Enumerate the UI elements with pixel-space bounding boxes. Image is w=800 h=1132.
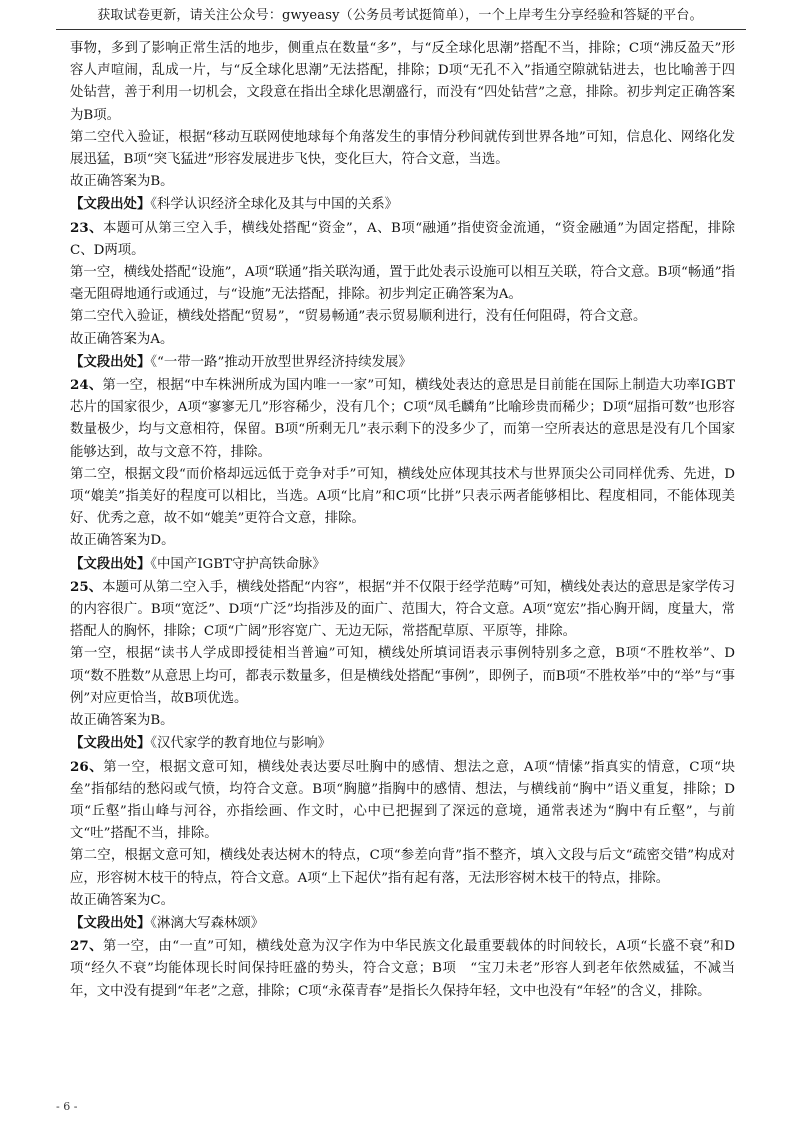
paragraph-text: 故正确答案为B。 bbox=[70, 713, 174, 729]
paragraph-text: 《淋漓大写森林颂》 bbox=[150, 915, 265, 931]
question-number: 24、 bbox=[70, 377, 103, 394]
question-number: 23、 bbox=[70, 219, 103, 236]
question-paragraph bbox=[70, 756, 735, 846]
paragraph bbox=[70, 38, 735, 127]
paragraph-text: 故正确答案为C。 bbox=[70, 892, 174, 908]
paragraph bbox=[70, 171, 735, 193]
paragraph-text: 本题可从第二空入手，横线处搭配“内容”，根据“并不仅限于经学范畴”可知，横线处表达的意思是家学传习的内容很广。B项“宽泛”、D项“广泛”均指涉及的面广、范围大，符合文意。A项“宽宏”指心胸开阔，度量大，常搭配人的胸怀，排除；C项“广阔”形容宽广、无边无际，常搭配草原、平原等，排除。 bbox=[70, 579, 735, 640]
source-tag: 【文段出处】 bbox=[70, 353, 151, 370]
paragraph-text: 《汉代家学的教育地位与影响》 bbox=[150, 736, 332, 752]
paragraph bbox=[70, 306, 735, 328]
paragraph bbox=[70, 710, 735, 732]
paragraph-text: 《“一带一路”推动开放型世界经济持续发展》 bbox=[150, 354, 412, 370]
source-tag: 【文段出处】 bbox=[70, 555, 151, 572]
paragraph-text: 第一空，根据文意可知，横线处表达要尽吐胸中的感情、想法之意，A项“情愫”指真实的情意，C项“块垒”指郁结的愁闷或气愤，均符合文意。B项“胸臆”指胸中的感情、想法，与横线前“胸中”语义重复，排除；D项“丘壑”指山峰与河谷，亦指绘画、作文时，心中已把握到了深远的意境，通常表述为“胸中有丘壑”，与前文“吐”搭配不当，排除。 bbox=[70, 759, 735, 842]
paragraph-text: 故正确答案为B。 bbox=[70, 174, 174, 190]
paragraph-text: 第一空，根据“读书人学成即授徒相当普遍”可知，横线处所填词语表示事例特别多之意，B项“不胜枚举”、D项“数不胜数”从意思上均可，都表示数量多，但是横线处搭配“事例”，即例子，而B项“不胜枚举”中的“举”与“事例”对应更恰当，故B项优选。 bbox=[70, 646, 735, 706]
question-number: 26、 bbox=[70, 758, 104, 775]
paragraph bbox=[70, 262, 735, 306]
source-tag: 【文段出处】 bbox=[70, 735, 151, 752]
paragraph bbox=[70, 329, 735, 351]
paragraph-text: 第二空，根据文意可知，横线处表达树木的特点，C项“参差向背”指不整齐，填入文段与后文“疏密交错”构成对应，形容树木枝干的特点，符合文意。A项“上下起伏”指有起有落，无法形容树木枝干的特点，排除。 bbox=[70, 848, 735, 886]
paragraph-text: 第二空，根据文段“而价格却远远低于竞争对手”可知，横线处应体现其技术与世界顶尖公司同样优秀、先进，D项“媲美”指美好的程度可以相比，当选。A项“比肩”和C项“比拼”只表示两者能够相比、程度相同，不能体现美好、优秀之意，故不如“媲美”更符合文意，排除。 bbox=[70, 466, 735, 527]
paragraph-text: 事物，多到了影响正常生活的地步，侧重点在数量“多”，与“反全球化思潮”搭配不当，排除；C项“沸反盈天”形容人声喧闹，乱成一片，与“反全球化思潮”无法搭配，排除；D项“无孔不入”指通空隙就钻进去，也比喻善于四处钻营，善于利用一切机会，文段意在指出全球化思潮盛行，而没有“四处钻营”之意，排除。初步判定正确答案为B项。 bbox=[70, 41, 735, 123]
question-paragraph bbox=[70, 576, 735, 644]
page-header: 获取试卷更新，请关注公众号：gwyeasy（公务员考试挺简单），一个上岸考生分享经验和答疑的平台。 bbox=[97, 8, 703, 23]
paragraph-text: 第一空，由“一直”可知，横线处意为汉字作为中华民族文化最重要载体的时间较长，A项“长盛不衰”和D项“经久不衰”均能体现长时间保持旺盛的势头，符合文意；B项 “宝刀未老”形容人到老年依然威猛，不减当年，文中没有提到“年老”之意，排除；C项“永葆青春”是指长久保持年轻，文中也没有“年轻”的含义，排除。 bbox=[70, 939, 735, 999]
paragraph bbox=[70, 845, 735, 889]
question-paragraph bbox=[70, 374, 735, 464]
source-citation bbox=[70, 193, 735, 216]
paragraph-text: 第一空，横线处搭配“设施”，A项“联通”指关联沟通，置于此处表示设施可以相互关联，符合文意。B项“畅通”指毫无阻碍地通行或通过，与“设施”无法搭配，排除。初步判定正确答案为A。 bbox=[70, 265, 735, 303]
header-divider bbox=[56, 29, 746, 30]
paragraph-text: 第一空，根据“中车株洲所成为国内唯一一家”可知，横线处表达的意思是目前能在国际上制造大功率IGBT芯片的国家很少，A项“寥寥无几”形容稀少，没有几个；C项“凤毛麟角”比喻珍贵而稀少；D项“屈指可数”也形容数量极少，均与文意相符，保留。B项“所剩无几”表示剩下的没多少了，而第一空所表达的意思是没有几个国家能够达到，故与文意不符，排除。 bbox=[70, 378, 735, 460]
question-paragraph bbox=[70, 217, 735, 262]
paragraph-text: 本题可从第三空入手，横线处搭配“资金”，A、B项“融通”指使资金流通，“资金融通”为固定搭配，排除C、D两项。 bbox=[70, 220, 735, 258]
source-tag: 【文段出处】 bbox=[70, 196, 151, 213]
paragraph-text: 《中国产IGBT守护高铁命脉》 bbox=[150, 556, 326, 572]
source-citation bbox=[70, 912, 735, 935]
question-number: 25、 bbox=[70, 578, 103, 595]
paragraph bbox=[70, 890, 735, 912]
paragraph bbox=[70, 127, 735, 171]
source-citation bbox=[70, 553, 735, 576]
paragraph-text: 第二空代入验证，横线处搭配“贸易”，“贸易畅通”表示贸易顺利进行，没有任何阻碍，符合文意。 bbox=[70, 309, 647, 325]
paragraph-text: 《科学认识经济全球化及其与中国的关系》 bbox=[150, 197, 399, 213]
source-tag: 【文段出处】 bbox=[70, 914, 151, 931]
paragraph bbox=[70, 464, 735, 531]
source-citation bbox=[70, 732, 735, 755]
paragraph-text: 故正确答案为A。 bbox=[70, 331, 174, 347]
paragraph bbox=[70, 643, 735, 710]
question-paragraph bbox=[70, 935, 735, 1003]
source-citation bbox=[70, 351, 735, 374]
paragraph-text: 第二空代入验证，根据“移动互联网使地球每个角落发生的事情分秒间就传到世界各地”可知，信息化、网络化发展迅猛，B项“突飞猛进”形容发展进步飞快，变化巨大，符合文意，当选。 bbox=[70, 129, 735, 168]
paragraph bbox=[70, 530, 735, 552]
page-number: - 6 - bbox=[56, 1100, 78, 1113]
question-number: 27、 bbox=[70, 938, 103, 955]
document-body bbox=[70, 38, 735, 1003]
paragraph-text: 故正确答案为D。 bbox=[70, 533, 175, 549]
